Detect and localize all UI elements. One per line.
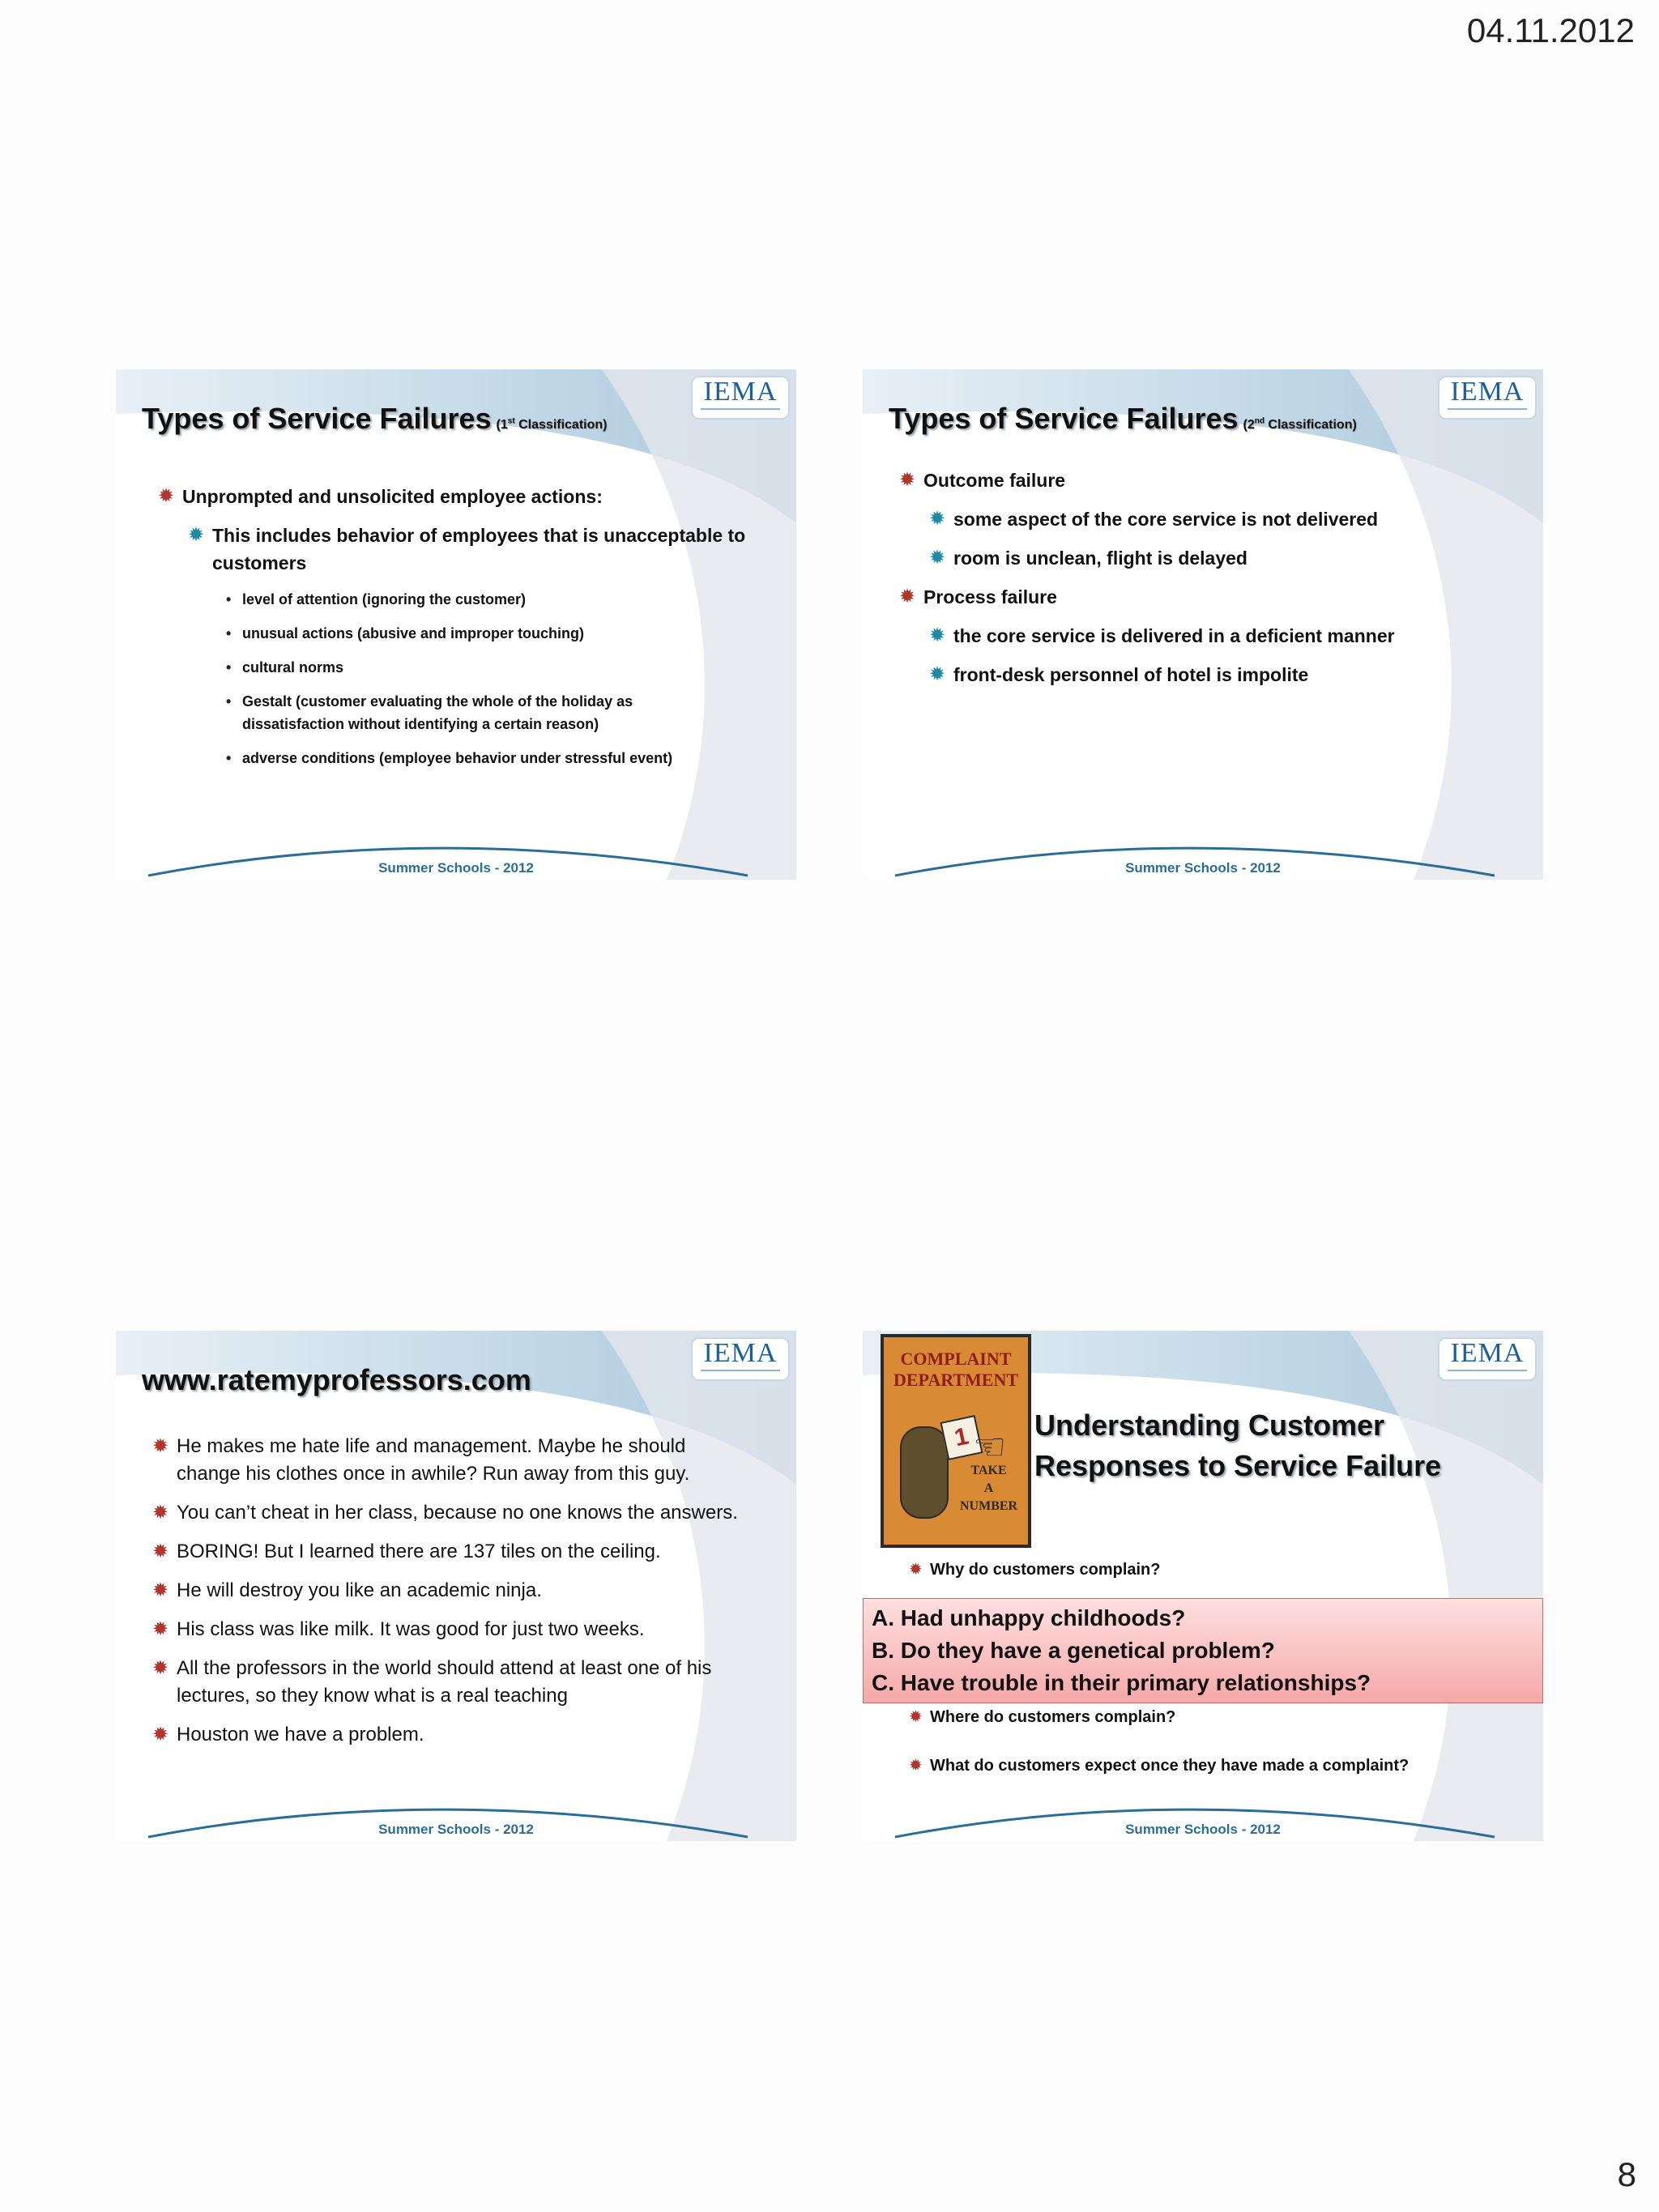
bullet-level3: • adverse conditions (employee behavior under stressful event) [226,750,673,766]
answers-box: A. Had unhappy childhoods? B. Do they have a genetical problem? C. Have trouble in their primary relationships? [863,1598,1543,1703]
red-star-bullet-icon: ✹ [152,1657,169,1679]
teal-star-bullet-icon: ✹ [188,524,205,546]
slide-2 [863,369,1543,880]
teal-star-bullet-icon: ✹ [929,547,946,569]
slide-footer: Summer Schools - 2012 [1125,1822,1281,1837]
page-date: 04.11.2012 [1466,11,1635,49]
red-star-bullet-icon: ✹ [909,1708,923,1726]
iema-logo: IEMA [691,376,790,420]
bullet-level2: ✹ some aspect of the core service is not delivered [953,505,1378,533]
bullet-level2: ✹ room is unclean, flight is delayed [953,544,1247,572]
question-item: ✹ Where do customers complain? [930,1703,1175,1731]
teal-star-bullet-icon: ✹ [929,508,946,530]
teal-star-bullet-icon: ✹ [929,624,946,646]
red-star-bullet-icon: ✹ [152,1579,169,1601]
page-number: 8 [1617,2155,1636,2193]
red-star-bullet-icon: ✹ [152,1618,169,1640]
pointing-hand-icon: ☜ [973,1426,1007,1468]
quote-item: ✹ BORING! But I learned there are 137 tiles on the ceiling. [177,1538,776,1566]
red-star-bullet-icon: ✹ [152,1435,169,1457]
quote-item: ✹ He makes me hate life and management. Maybe he should change his clothes once in awhile? Run away from this guy. [177,1433,744,1488]
slide-3 [116,1331,796,1841]
slide-4 [863,1331,1543,1841]
red-star-bullet-icon: ✹ [152,1541,169,1562]
quote-item: ✹ His class was like milk. It was good for just two weeks. [177,1616,776,1643]
iema-logo: IEMA [1438,1337,1537,1381]
bullet-level1: ✹ Unprompted and unsolicited employee actions: [182,483,766,510]
teal-star-bullet-icon: ✹ [929,663,946,685]
question-item: ✹ Why do customers complain? [930,1556,1160,1583]
slide-title: www.ratemyprofessors.com [142,1363,531,1396]
bullet-level3: • unusual actions (abusive and improper touching) [226,625,585,641]
bullet-level3: • level of attention (ignoring the customer) [226,591,527,607]
bullet-level3: • Gestalt (customer evaluating the whole of the holiday as dissatisfaction without identifying a certain reason) [226,693,633,732]
slide-1 [116,369,796,880]
red-star-bullet-icon: ✹ [899,469,916,491]
quote-item: ✹ You can’t cheat in her class, because no one knows the answers. [177,1499,776,1527]
question-item: ✹ What do customers expect once they have made a complaint? [930,1752,1409,1779]
quote-item: ✹ Houston we have a problem. [177,1721,776,1749]
quote-item: ✹ He will destroy you like an academic ninja. [177,1577,776,1605]
slide-footer: Summer Schools - 2012 [378,860,534,876]
slide-title: Understanding Customer Responses to Service Failure [1034,1409,1442,1482]
number-tag: 1 [940,1415,983,1460]
bullet-level1: ✹ Process failure [923,583,1057,611]
complaint-department-poster: COMPLAINT DEPARTMENT 1 ☜ TAKE A NUMBER [881,1334,1031,1548]
iema-logo: IEMA [1438,376,1537,420]
slide-footer: Summer Schools - 2012 [378,1822,534,1837]
slide-title: Types of Service Failures (1st Classification) [142,402,608,435]
bullet-level2: ✹ the core service is delivered in a deficient manner [953,622,1395,650]
bullet-level1: ✹ Outcome failure [923,467,1065,494]
grenade-icon [900,1426,949,1519]
iema-logo: IEMA [691,1337,790,1381]
bullet-level3: • cultural norms [226,659,344,676]
red-star-bullet-icon: ✹ [158,485,175,507]
red-star-bullet-icon: ✹ [152,1724,169,1745]
slide-title: Types of Service Failures (2nd Classification) [889,402,1357,435]
quote-item: ✹ All the professors in the world should attend at least one of his lectures, so they know what is a real teaching [177,1655,768,1710]
red-star-bullet-icon: ✹ [899,586,916,607]
red-star-bullet-icon: ✹ [909,1561,923,1579]
red-star-bullet-icon: ✹ [152,1502,169,1524]
bullet-level2: ✹ This includes behavior of employees that is unacceptable to customers [212,522,771,577]
bullet-level2: ✹ front-desk personnel of hotel is impolite [953,661,1308,688]
red-star-bullet-icon: ✹ [909,1757,923,1775]
slide-footer: Summer Schools - 2012 [1125,860,1281,876]
